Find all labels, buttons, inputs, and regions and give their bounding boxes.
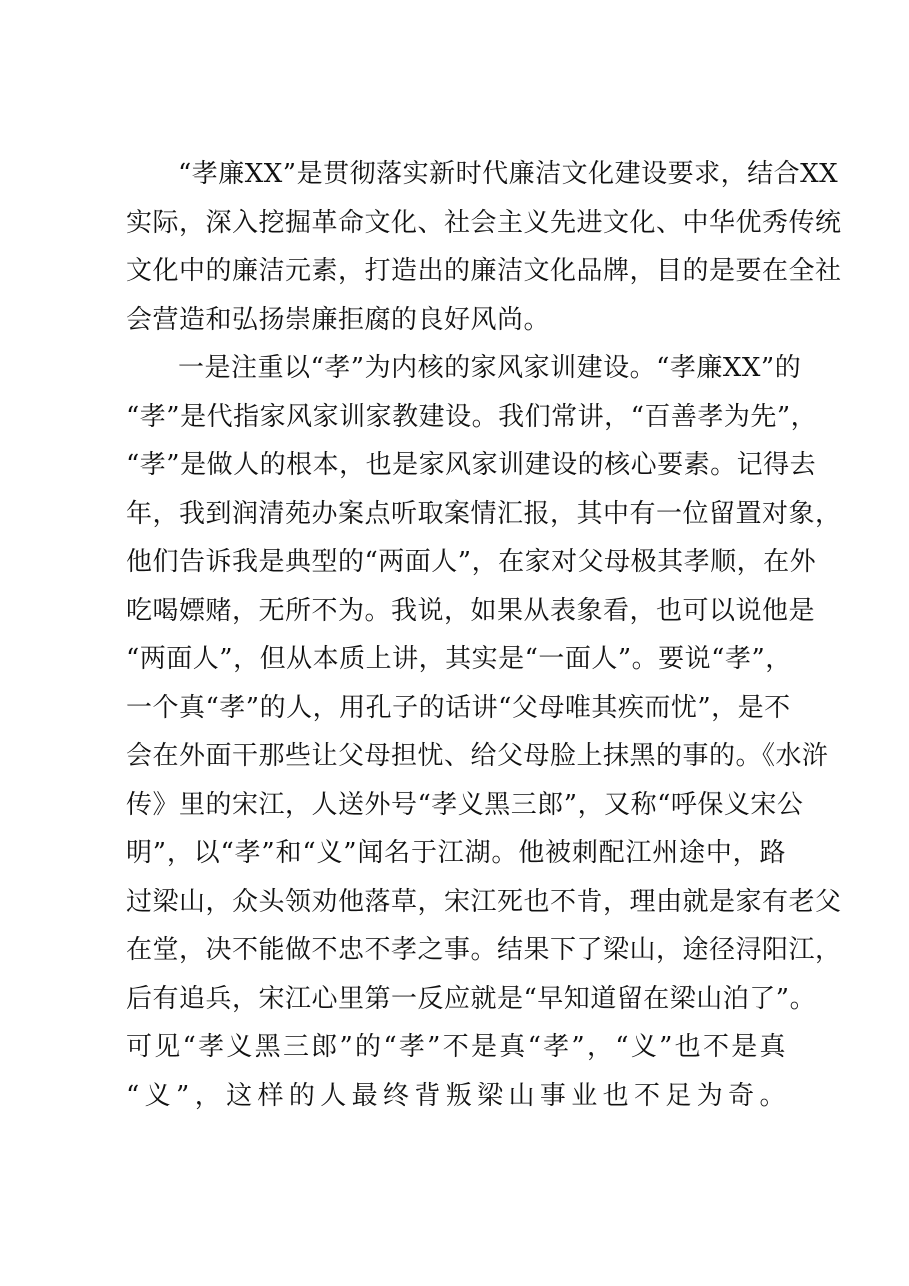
text-line: 一是注重以“孝”为内核的家风家训建设。“孝廉XX”的 [178, 353, 802, 383]
text-line: 后有追兵，宋江心里第一反应就是“早知道留在梁山泊了”。 [126, 983, 817, 1014]
text-line: 传》里的宋江，人送外号“孝义黑三郎”，又称“呼保义宋公 [126, 789, 804, 820]
paragraph-1 [126, 150, 842, 344]
text-line: 可见“孝义黑三郎”的“孝”不是真“孝”，“义”也不是真 [126, 1032, 786, 1062]
text-line: “义”，这样的人最终背叛梁山事业也不足为奇。 [126, 1080, 786, 1111]
text-line: 一个真“孝”的人，用孔子的话讲“父母唯其疾而忧”，是不 [126, 692, 791, 723]
text-line: 实际，深入挖掘革命文化、社会主义先进文化、中华优秀传统 [126, 207, 842, 238]
text-line: 在堂，决不能做不忠不孝之事。结果下了梁山，途径浔阳江， [126, 935, 842, 965]
paragraph-2 [126, 344, 842, 1169]
text-line: “孝”是代指家风家训家教建设。我们常讲，“百善孝为先”， [126, 401, 818, 432]
text-line [126, 1120, 786, 1169]
text-line: 明”，以“孝”和“义”闻名于江湖。他被刺配江州途中，路 [126, 838, 786, 868]
text-line: 他们告诉我是典型的“两面人”，在家对父母极其孝顺，在外 [126, 547, 817, 577]
text-line: 文化中的廉洁元素，打造出的廉洁文化品牌，目的是要在全社 [126, 256, 842, 286]
text-line: “孝”是做人的根本，也是家风家训建设的核心要素。记得去 [126, 450, 817, 480]
text-line: “两面人”，但从本质上讲，其实是“一面人”。要说“孝”， [126, 644, 792, 674]
text-line: 年，我到润清苑办案点听取案情汇报，其中有一位留置对象， [126, 498, 842, 529]
text-line: 会在外面干那些让父母担忧、给父母脸上抹黑的事的。《水浒 [126, 741, 829, 771]
text-line: “孝廉XX”是贯彻落实新时代廉洁文化建设要求，结合XX [178, 159, 839, 189]
text-line: 过梁山，众头领劝他落草，宋江死也不肯，理由就是家有老父 [126, 886, 842, 917]
document-body [126, 150, 842, 1169]
text-line: 吃喝嫖赌，无所不为。我说，如果从表象看，也可以说他是 [126, 595, 816, 626]
text-line: 会营造和弘扬崇廉拒腐的良好风尚。 [126, 304, 551, 335]
